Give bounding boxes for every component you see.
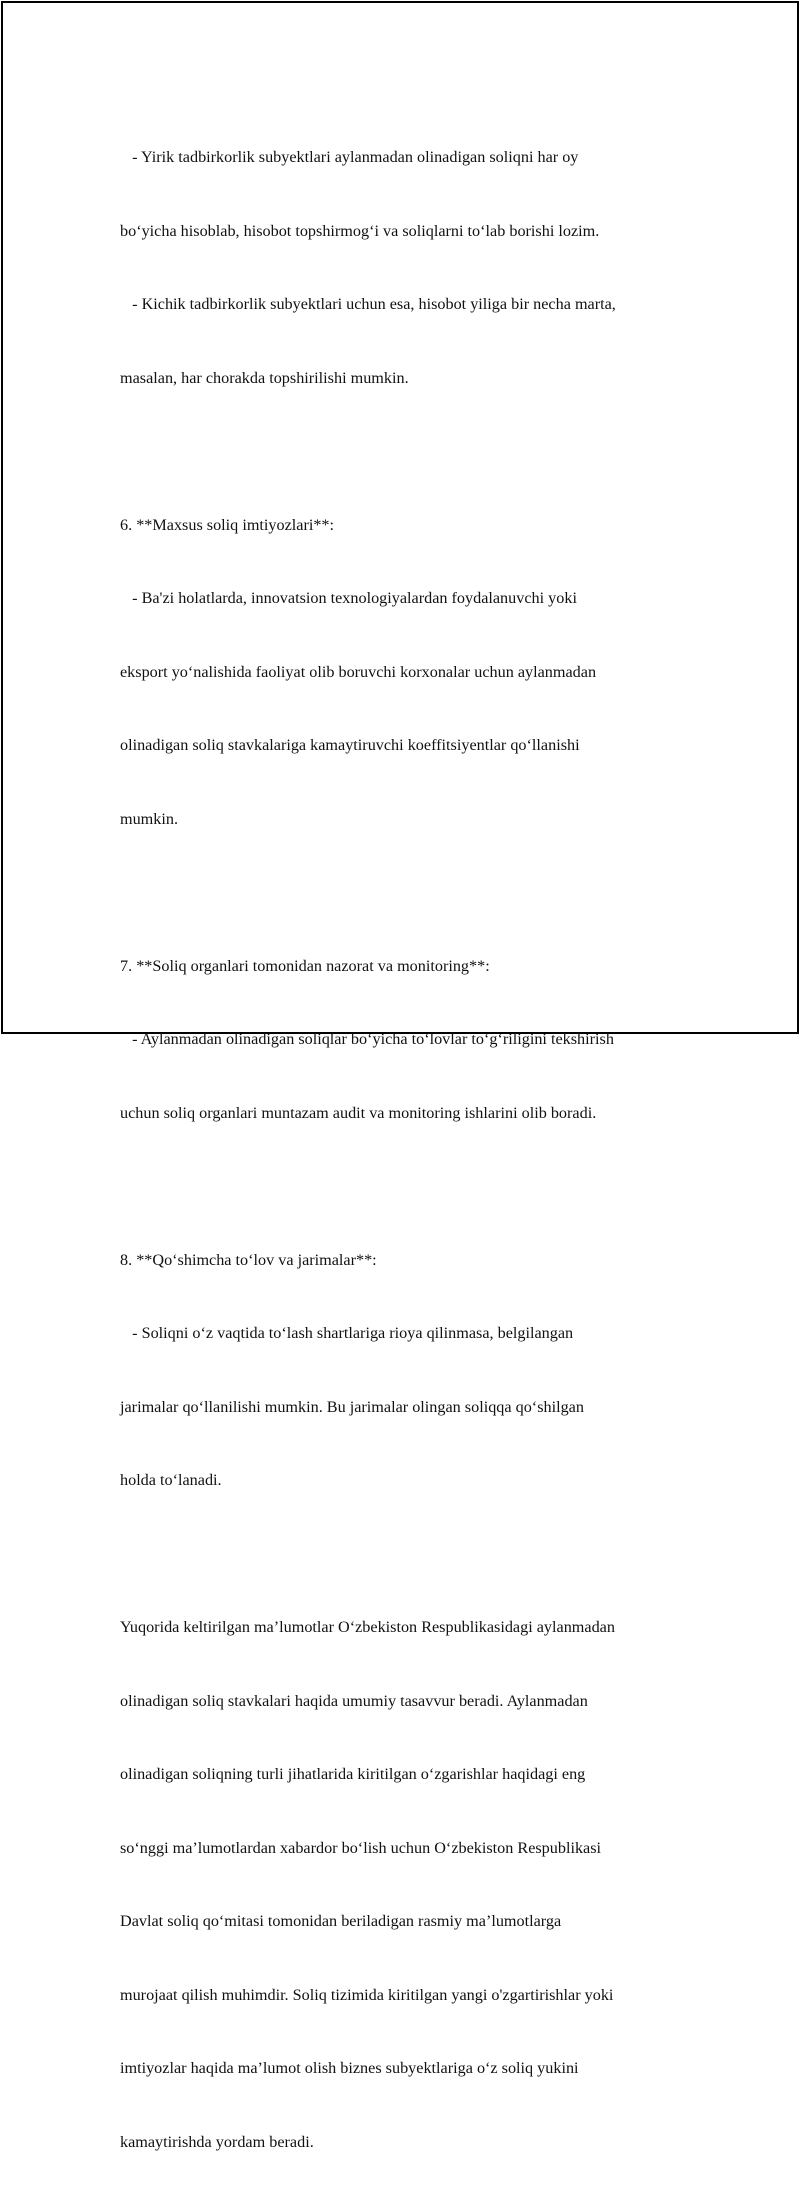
text-line: olinadigan soliqning turli jihatlarida kiritilgan o‘zgarishlar haqidagi eng xyxy=(120,1765,586,1783)
text-line: - Aylanmadan olinadigan soliqlar bo‘yicha to‘lovlar to‘g‘riligini tekshirish xyxy=(120,1030,614,1048)
text-line: Davlat soliq qo‘mitasi tomonidan beriladigan rasmiy ma’lumotlarga xyxy=(120,1912,562,1930)
paragraph-gap xyxy=(120,1174,720,1199)
text-line: - Kichik tadbirkorlik subyektlari uchun esa, hisobot yiliga bir necha marta, xyxy=(120,295,616,313)
paragraph-section-7 xyxy=(120,905,720,1175)
paragraph-summary xyxy=(120,1566,720,2203)
paragraph-section-8 xyxy=(120,1199,720,1542)
text-line: mumkin. xyxy=(120,809,179,828)
page-frame xyxy=(1,1,799,2151)
paragraph-gap xyxy=(120,880,720,905)
text-line: eksport yo‘nalishida faoliyat olib boruvchi korxonalar uchun aylanmadan xyxy=(120,662,597,681)
text-line: kamaytirishda yordam beradi. xyxy=(120,2132,314,2151)
text-line: holda to‘lanadi. xyxy=(120,1471,222,1489)
text-line: masalan, har chorakda topshirilishi mumkin. xyxy=(120,368,409,387)
text-line: olinadigan soliq stavkalariga kamaytiruvchi koeffitsiyentlar qo‘llanishi xyxy=(120,736,580,754)
text-line: - Yirik tadbirkorlik subyektlari aylanmadan olinadigan soliqni har oy xyxy=(120,148,579,166)
text-line: imtiyozlar haqida ma’lumot olish biznes subyektlariga o‘z soliq yukini xyxy=(120,2059,579,2077)
paragraph-gap xyxy=(120,439,720,464)
text-line: - Soliqni o‘z vaqtida to‘lash shartlariga rioya qilinmasa, belgilangan xyxy=(120,1324,574,1342)
paragraph-section-6 xyxy=(120,464,720,881)
paragraph-gap xyxy=(120,1542,720,1567)
text-line: uchun soliq organlari muntazam audit va monitoring ishlarini olib boradi. xyxy=(120,1103,597,1122)
section-heading: 7. **Soliq organlari tomonidan nazorat va monitoring**: xyxy=(120,956,490,975)
text-line: bo‘yicha hisoblab, hisobot topshirmog‘i va soliqlarni to‘lab borishi lozim. xyxy=(120,221,600,240)
text-line: - Ba'zi holatlarda, innovatsion texnologiyalardan foydalanuvchi yoki xyxy=(120,589,577,607)
text-line: Yuqorida keltirilgan ma’lumotlar O‘zbekiston Respublikasidagi aylanmadan xyxy=(120,1618,615,1636)
document-body xyxy=(120,96,720,2203)
text-line: so‘nggi ma’lumotlardan xabardor bo‘lish uchun O‘zbekiston Respublikasi xyxy=(120,1838,602,1857)
text-line: jarimalar qo‘llanilishi mumkin. Bu jarimalar olingan soliqqa qo‘shilgan xyxy=(120,1397,584,1416)
text-line: murojaat qilish muhimdir. Soliq tizimida kiritilgan yangi o'zgartirishlar yoki xyxy=(120,1985,614,2004)
section-heading: 8. **Qo‘shimcha to‘lov va jarimalar**: xyxy=(120,1250,377,1269)
text-line: olinadigan soliq stavkalari haqida umumiy tasavvur beradi. Aylanmadan xyxy=(120,1691,588,1710)
paragraph-subjects xyxy=(120,96,720,439)
section-heading: 6. **Maxsus soliq imtiyozlari**: xyxy=(120,515,335,534)
